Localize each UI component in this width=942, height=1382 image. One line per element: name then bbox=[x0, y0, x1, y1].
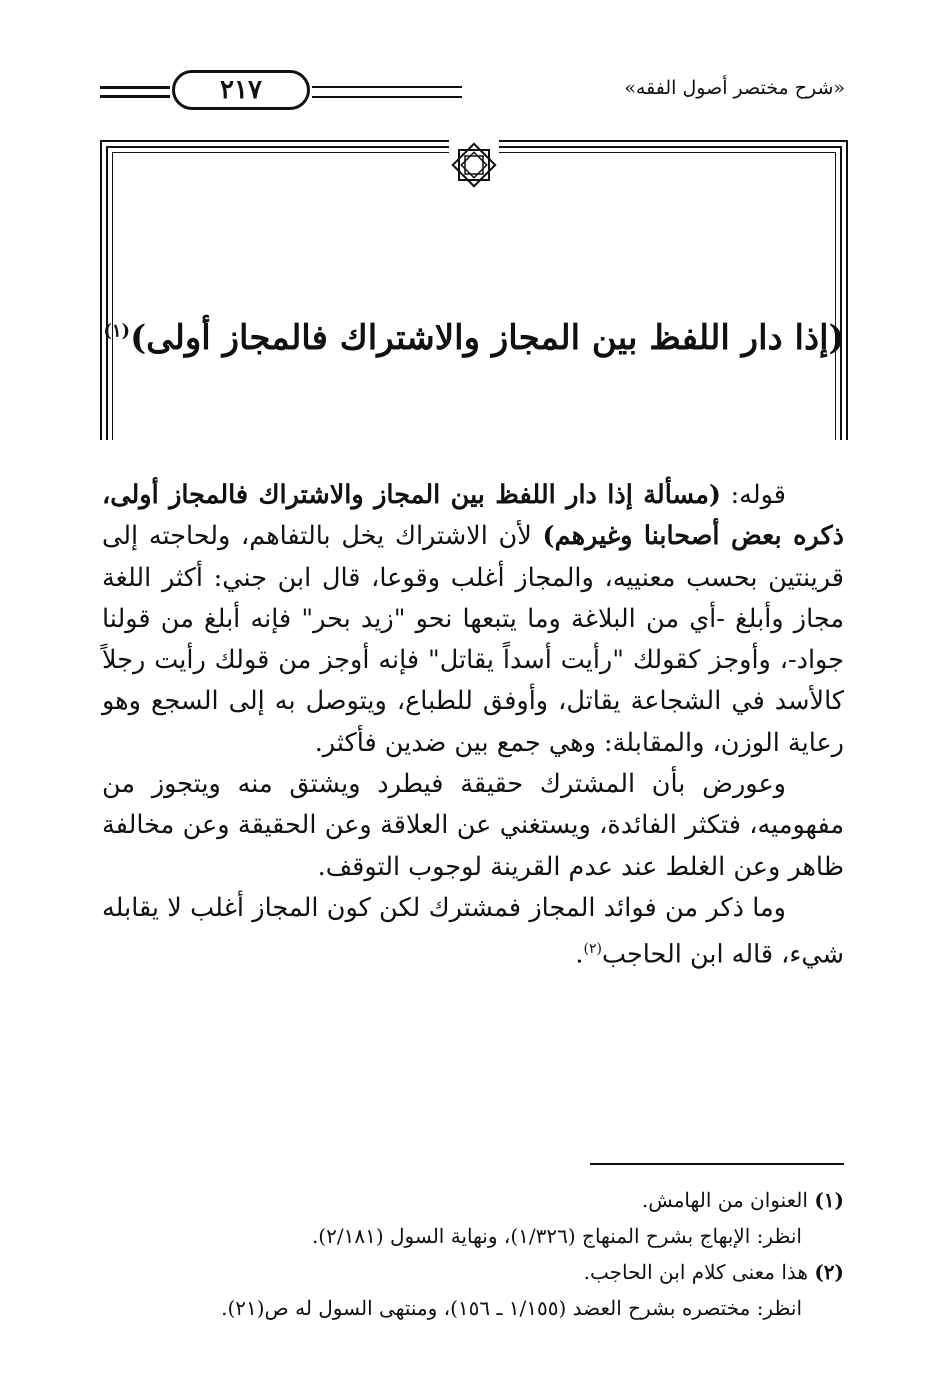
footnote-reference: انظر: الإبهاج بشرح المنهاج (١/٣٢٦)، ونهاية السول (٢/١٨١). bbox=[311, 1224, 802, 1248]
page-header bbox=[100, 68, 845, 118]
footnote-ref: (١) bbox=[103, 320, 131, 342]
footnote-text: هذا معنى كلام ابن الحاجب. bbox=[583, 1260, 815, 1284]
paragraph: وعورض بأن المشترك حقيقة فيطرد ويشتق منه ويتجوز من مفهوميه، فتكثر الفائدة، ويستغني عن العلاقة وعن الحقيقة وعن مخالفة ظاهر وعن الغلط عند عدم القرينة لوجوب التوقف. bbox=[102, 769, 844, 882]
paragraph-text: وما ذكر من فوائد المجاز فمشترك لكن كون المجاز أغلب لا يقابله شيء، قاله ابن الحاجب bbox=[102, 892, 844, 970]
header-rule-left bbox=[100, 86, 170, 98]
chapter-frame bbox=[100, 140, 848, 440]
paragraph: وما ذكر من فوائد المجاز فمشترك لكن كون المجاز أغلب لا يقابله شيء، قاله ابن الحاجب$^{(٢)}$. bbox=[102, 892, 844, 970]
footnote-ref: (٢) bbox=[583, 941, 602, 958]
paragraph bbox=[102, 475, 844, 764]
footnote bbox=[102, 1182, 844, 1218]
footnote-number: (١) bbox=[814, 1188, 844, 1212]
footnotes bbox=[102, 1182, 844, 1326]
paragraph-intro: قوله: bbox=[720, 480, 786, 510]
page-number: ٢١٧ bbox=[172, 70, 310, 110]
quoted-matn: (مسألة إذا دار اللفظ بين المجاز والاشتراك فالمجاز أولى، ذكره بعض أصحابنا وغيرهم) bbox=[102, 480, 844, 552]
main-text bbox=[102, 475, 844, 976]
chapter-title bbox=[100, 318, 848, 358]
footnote-number: (٢) bbox=[814, 1260, 844, 1284]
footnote-text: العنوان من الهامش. bbox=[641, 1188, 815, 1212]
footnote-reference: انظر: مختصره بشرح العضد (١/١٥٥ ـ ١٥٦)، ومنتهى السول له ص(٢١). bbox=[221, 1296, 802, 1320]
footnote-separator bbox=[590, 1163, 844, 1165]
header-rule-middle bbox=[312, 86, 462, 98]
paragraph-text: لأن الاشتراك يخل بالتفاهم، ولحاجته إلى قرينتين بحسب معنييه، والمجاز أغلب وقوعا، قال ابن جني: أكثر اللغة مجاز وأبلغ -أي من البلاغة وما يتبعها نحو "زيد بحر" فإنه أبلغ من قولنا جواد-، وأوجز كقولك "رأيت أسداً يقاتل" فإنه أوجز من قولك رأيت رجلاً كالأسد في الشجاعة يقاتل، وأوفق للطباع، ويتوصل به إلى السجع وهو رعاية الوزن، والمقابلة: وهي جمع بين ضدين فأكثر. bbox=[102, 521, 844, 758]
footnote bbox=[102, 1254, 844, 1290]
book-title: «شرح مختصر أصول الفقه» bbox=[624, 77, 845, 99]
star-ornament-icon bbox=[449, 140, 499, 190]
chapter-title-text: (إذا دار اللفظ بين المجاز والاشتراك فالمجاز أولى) bbox=[130, 318, 845, 358]
